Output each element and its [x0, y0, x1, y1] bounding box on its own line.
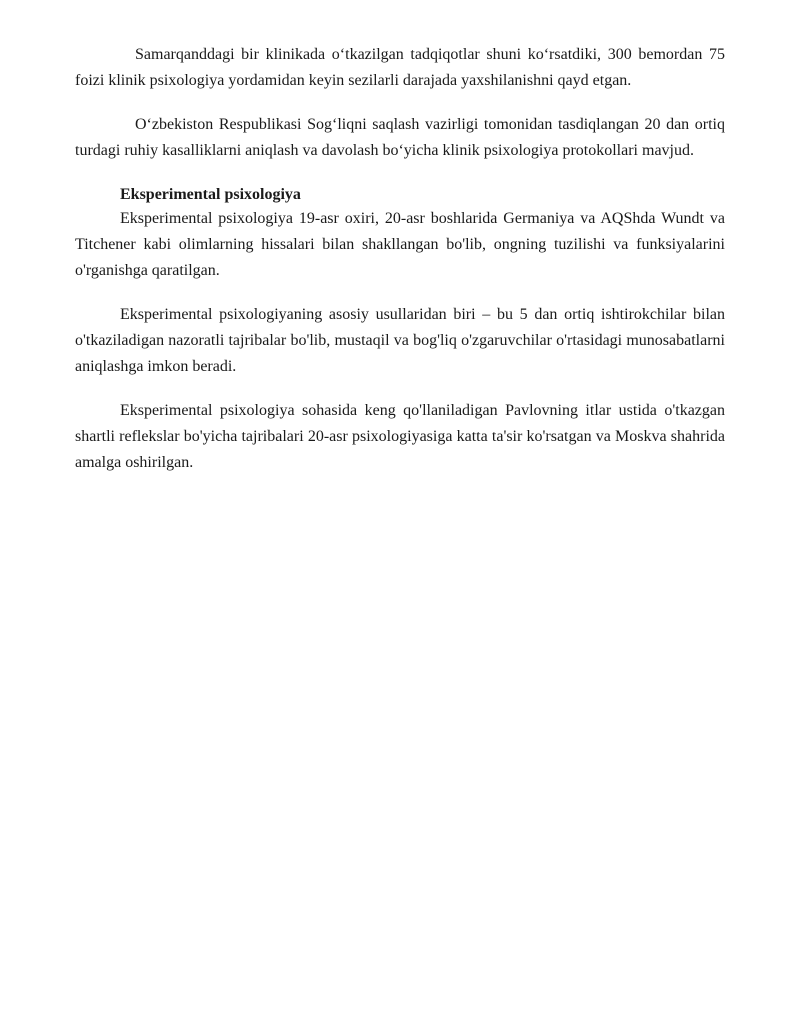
- document-body: [75, 42, 725, 476]
- paragraph-samarqand-study: Samarqanddagi bir klinikada o‘tkazilgan tadqiqotlar shuni ko‘rsatdiki, 300 bemordan 75 foizi klinik psixologiya yordamidan keyin sezilarli darajada yaxshilanishni qayd etgan.: [75, 46, 725, 89]
- paragraph-experimental-history: Eksperimental psixologiya 19-asr oxiri, 20-asr boshlarida Germaniya va AQShda Wundt va Titchener kabi olimlarning hissalari bilan shakllangan bo'lib, ongning tuzilishi va funksiyalarini o'rganishga qaratilgan.: [75, 210, 725, 279]
- paragraph-experimental-methods: Eksperimental psixologiyaning asosiy usullaridan biri – bu 5 dan ortiq ishtirokchilar bilan o'tkaziladigan nazoratli tajribalar bo'lib, mustaqil va bog'liq o'zgaruvchilar o'rtasidagi munosabatlarni aniqlashga imkon beradi.: [75, 306, 725, 375]
- section-heading: Eksperimental psixologiya: [120, 186, 301, 203]
- paragraph-health-ministry-protocols: O‘zbekiston Respublikasi Sog‘liqni saqlash vazirligi tomonidan tasdiqlangan 20 dan ortiq turdagi ruhiy kasalliklarni aniqlash va davolash bo‘yicha klinik psixologiya protokollari mavjud.: [75, 116, 725, 159]
- paragraph-pavlov-experiments: Eksperimental psixologiya sohasida keng qo'llaniladigan Pavlovning itlar ustida o'tkazgan shartli reflekslar bo'yicha tajribalari 20-asr psixologiyasiga katta ta'sir ko'rsatgan va Moskva shahrida amalga oshirilgan.: [75, 402, 725, 471]
